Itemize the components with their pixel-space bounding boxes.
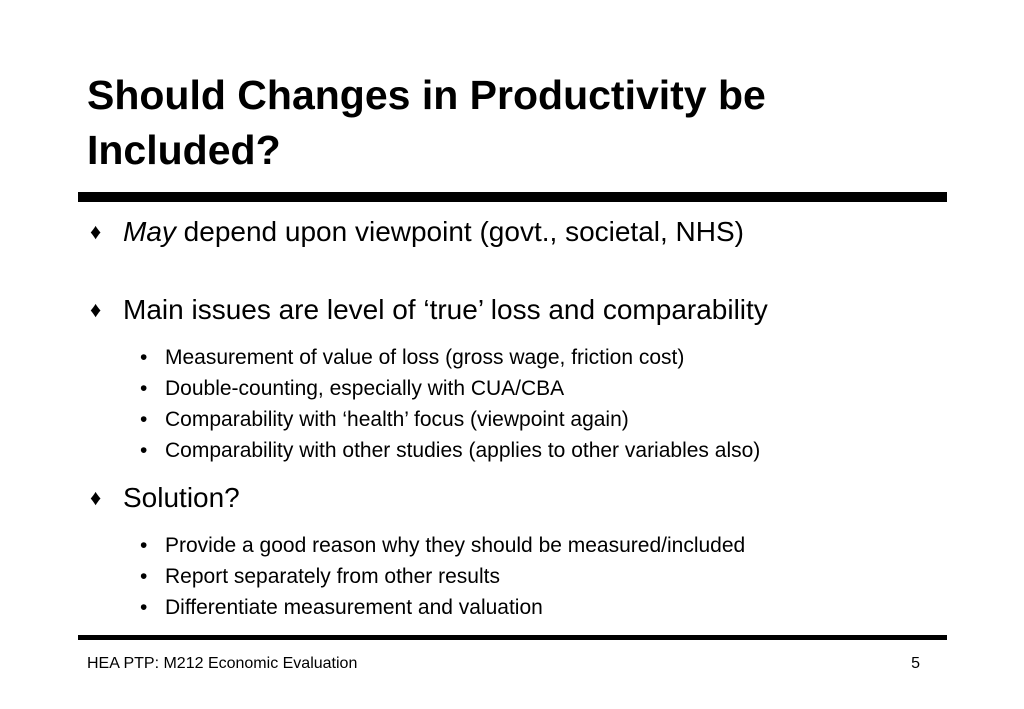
bullet-text: depend upon viewpoint (govt., societal, NHS) <box>175 216 744 247</box>
list-item-text: Provide a good reason why they should be measured/included <box>165 534 746 557</box>
list-item <box>140 373 760 404</box>
round-bullet-icon: • <box>140 408 148 431</box>
bullet-main-issues <box>90 293 768 327</box>
footer-course-label: HEA PTP: M212 Economic Evaluation <box>87 655 358 672</box>
list-item-text: Measurement of value of loss (gross wage, friction cost) <box>165 346 685 369</box>
bullet-viewpoint <box>90 215 744 249</box>
round-bullet-icon: • <box>140 377 148 400</box>
list-item <box>140 592 745 623</box>
diamond-bullet-icon: ♦ <box>90 297 102 322</box>
list-item <box>140 561 745 592</box>
list-item <box>140 404 760 435</box>
diamond-bullet-icon: ♦ <box>90 485 102 510</box>
round-bullet-icon: • <box>140 346 148 369</box>
main-issues-sublist <box>140 342 760 466</box>
diamond-bullet-icon: ♦ <box>90 219 102 244</box>
solution-sublist <box>140 530 745 623</box>
bullet-text: Solution? <box>123 482 240 513</box>
round-bullet-icon: • <box>140 534 148 557</box>
list-item-text: Comparability with ‘health’ focus (viewpoint again) <box>165 408 629 431</box>
bullet-text: Main issues are level of ‘true’ loss and comparability <box>123 294 768 325</box>
round-bullet-icon: • <box>140 565 148 588</box>
bullet-emphasis: May <box>123 216 176 247</box>
list-item <box>140 530 745 561</box>
list-item-text: Double-counting, especially with CUA/CBA <box>165 377 565 400</box>
round-bullet-icon: • <box>140 596 148 619</box>
page-number: 5 <box>911 655 920 672</box>
footer-divider <box>78 635 947 640</box>
list-item <box>140 435 760 466</box>
list-item-text: Report separately from other results <box>165 565 500 588</box>
list-item-text: Comparability with other studies (applies to other variables also) <box>165 439 761 462</box>
title-divider <box>78 192 947 202</box>
list-item-text: Differentiate measurement and valuation <box>165 596 543 619</box>
list-item <box>140 342 760 373</box>
round-bullet-icon: • <box>140 439 148 462</box>
bullet-solution <box>90 481 240 515</box>
slide-title: Should Changes in Productivity be Included? <box>87 72 766 173</box>
